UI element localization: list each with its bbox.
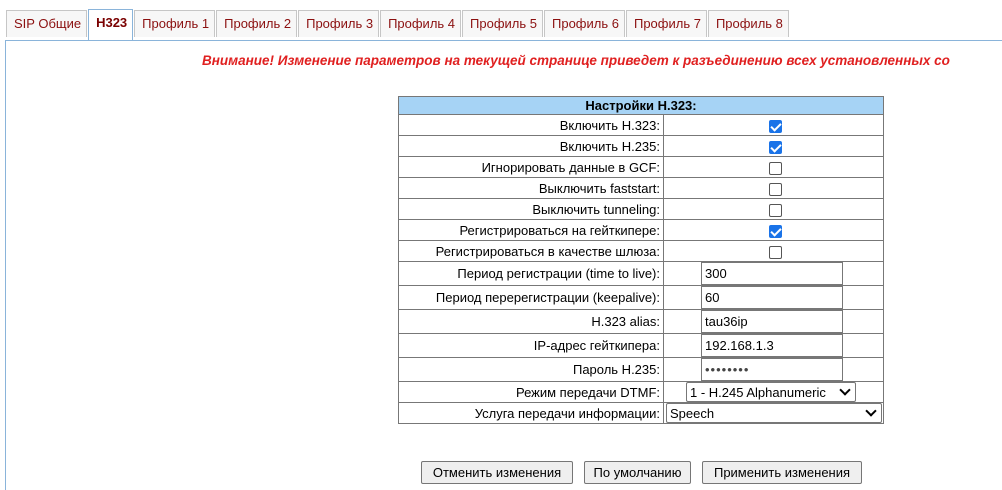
disable-tunneling-value-cell: [664, 199, 884, 220]
h323-alias-label: H.323 alias:: [399, 310, 664, 334]
tab-7[interactable]: Профиль 6: [544, 10, 625, 37]
reregistration-period-row: [399, 286, 884, 310]
register-gatekeeper-checkbox[interactable]: [769, 225, 782, 238]
enable-h235-value-cell: [664, 136, 884, 157]
tab-9[interactable]: Профиль 8: [708, 10, 789, 37]
gatekeeper-ip-row: [399, 334, 884, 358]
enable-h323-checkbox[interactable]: [769, 120, 782, 133]
tab-0[interactable]: SIP Общие: [6, 10, 87, 37]
h235-password-row: [399, 358, 884, 382]
reregistration-period-input[interactable]: 60: [701, 286, 843, 309]
register-as-gateway-value-cell: [664, 241, 884, 262]
register-gatekeeper-row: [399, 220, 884, 241]
enable-h235-checkbox[interactable]: [769, 141, 782, 154]
dtmf-mode-select[interactable]: [686, 382, 856, 402]
reregistration-period-value-cell: [664, 286, 884, 310]
register-gatekeeper-value-cell: [664, 220, 884, 241]
gatekeeper-ip-input[interactable]: 192.168.1.3: [701, 334, 843, 357]
ignore-gcf-checkbox[interactable]: [769, 162, 782, 175]
tab-3[interactable]: Профиль 2: [216, 10, 297, 37]
disable-tunneling-checkbox[interactable]: [769, 204, 782, 217]
dtmf-mode-value-cell: [664, 382, 884, 403]
h323-settings-table: [398, 96, 884, 424]
register-as-gateway-checkbox[interactable]: [769, 246, 782, 259]
register-gatekeeper-label: Регистрироваться на гейткипере:: [399, 220, 664, 241]
enable-h323-label: Включить H.323:: [399, 115, 664, 136]
dtmf-mode-selected-value: 1 - H.245 Alphanumeric: [690, 384, 826, 400]
h235-password-input[interactable]: ••••••••: [701, 358, 843, 381]
tab-bar: [0, 0, 1002, 41]
registration-period-label: Период регистрации (time to live):: [399, 262, 664, 286]
ignore-gcf-row: [399, 157, 884, 178]
registration-period-input[interactable]: 300: [701, 262, 843, 285]
disable-tunneling-label: Выключить tunneling:: [399, 199, 664, 220]
h235-password-label: Пароль H.235:: [399, 358, 664, 382]
tab-4[interactable]: Профиль 3: [298, 10, 379, 37]
dtmf-mode-row: [399, 382, 884, 403]
disable-faststart-row: [399, 178, 884, 199]
default-button[interactable]: По умолчанию: [584, 461, 691, 484]
h323-alias-value-cell: [664, 310, 884, 334]
tab-8[interactable]: Профиль 7: [626, 10, 707, 37]
enable-h235-row: [399, 136, 884, 157]
info-transfer-service-value-cell: [664, 403, 884, 424]
tab-2[interactable]: Профиль 1: [134, 10, 215, 37]
tab-5[interactable]: Профиль 4: [380, 10, 461, 37]
table-title: Настройки H.323:: [399, 97, 884, 115]
reregistration-period-label: Период перерегистрации (keepalive):: [399, 286, 664, 310]
h323-alias-row: [399, 310, 884, 334]
h323-alias-input[interactable]: tau36ip: [701, 310, 843, 333]
enable-h235-label: Включить H.235:: [399, 136, 664, 157]
gatekeeper-ip-value-cell: [664, 334, 884, 358]
cancel-changes-button[interactable]: Отменить изменения: [421, 461, 573, 484]
disable-faststart-value-cell: [664, 178, 884, 199]
warning-message: Внимание! Изменение параметров на текущей странице приведет к разъединению всех установленных со: [202, 53, 950, 68]
enable-h323-value-cell: [664, 115, 884, 136]
ignore-gcf-label: Игнорировать данные в GCF:: [399, 157, 664, 178]
dtmf-mode-label: Режим передачи DTMF:: [399, 382, 664, 403]
register-as-gateway-label: Регистрироваться в качестве шлюза:: [399, 241, 664, 262]
chevron-down-icon: [865, 405, 876, 416]
tabs: [6, 10, 790, 40]
disable-faststart-label: Выключить faststart:: [399, 178, 664, 199]
h235-password-value-cell: [664, 358, 884, 382]
tab-6[interactable]: Профиль 5: [462, 10, 543, 37]
info-transfer-service-row: [399, 403, 884, 424]
info-transfer-service-select[interactable]: [666, 403, 882, 423]
registration-period-row: [399, 262, 884, 286]
registration-period-value-cell: [664, 262, 884, 286]
chevron-down-icon: [839, 384, 850, 395]
gatekeeper-ip-label: IP-адрес гейткипера:: [399, 334, 664, 358]
info-transfer-service-label: Услуга передачи информации:: [399, 403, 664, 424]
register-as-gateway-row: [399, 241, 884, 262]
apply-changes-button[interactable]: Применить изменения: [702, 461, 862, 484]
info-transfer-service-selected-value: Speech: [670, 405, 715, 421]
disable-faststart-checkbox[interactable]: [769, 183, 782, 196]
tab-1[interactable]: H323: [88, 9, 133, 40]
ignore-gcf-value-cell: [664, 157, 884, 178]
enable-h323-row: [399, 115, 884, 136]
disable-tunneling-row: [399, 199, 884, 220]
